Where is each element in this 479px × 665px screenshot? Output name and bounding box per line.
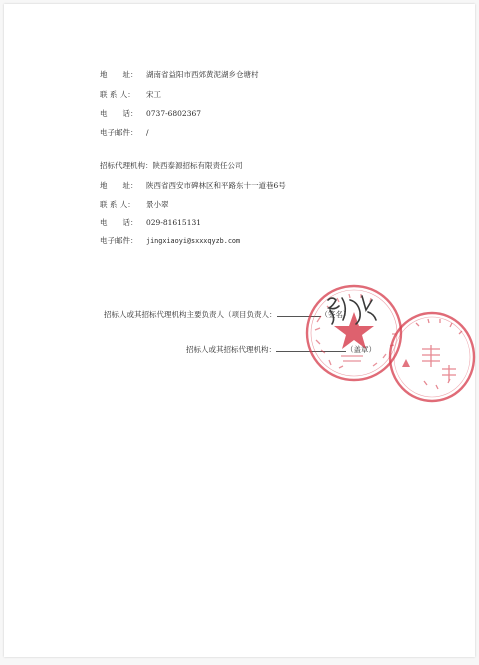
agency-email-row [100, 236, 240, 246]
seal-mark-icon [402, 359, 410, 367]
agency-contact: 景小翠 [146, 200, 169, 209]
seal-inner-ring [394, 317, 470, 397]
seal-ring [390, 313, 474, 401]
agency-phone: 029-81615131 [146, 218, 202, 227]
tenderer-contact-row [100, 90, 161, 100]
tenderer-phone-row [100, 109, 201, 119]
agency-name: 陕西泰源招标有限责任公司 [152, 161, 243, 170]
seal-lettering-icon [416, 319, 462, 389]
agency-address-label: 地 址： [100, 181, 138, 190]
tenderer-email-label: 电子邮件： [100, 128, 138, 137]
document-page [4, 4, 475, 657]
tenderer-email-row [100, 128, 149, 138]
signature-stroke-icon [328, 296, 376, 324]
agency-address-row [100, 181, 286, 191]
tenderer-address-label: 地 址： [100, 70, 138, 79]
agency-name-row [100, 161, 243, 171]
tenderer-phone: 0737-6802367 [146, 109, 202, 118]
signature-line2-text: 招标人或其招标代理机构： [186, 345, 276, 354]
signature-line1-text: 招标人或其招标代理机构主要负责人（项目负责人： [104, 310, 277, 319]
tenderer-phone-label: 电 话： [100, 109, 138, 118]
agency-phone-label: 电 话： [100, 218, 138, 227]
signature-line1-suffix: （签名） [320, 310, 351, 319]
agency-email-label: 电子邮件： [100, 236, 138, 245]
tenderer-address-row [100, 70, 259, 80]
tenderer-contact: 宋工 [146, 90, 161, 99]
tenderer-email: / [146, 128, 149, 137]
agency-email: jingxiaoyi@sxxxqyzb.com [146, 237, 241, 245]
agency-name-label: 招标代理机构： [100, 161, 153, 170]
agency-phone-row [100, 218, 201, 228]
tenderer-address: 湖南省益阳市西郊黄泥湖乡仓塘村 [146, 70, 259, 79]
handwritten-signature [322, 292, 380, 328]
tenderer-contact-label: 联 系 人： [100, 90, 135, 99]
agency-contact-label: 联 系 人： [100, 200, 135, 209]
agency-contact-row [100, 200, 169, 210]
signature-line2-suffix: （盖章） [346, 345, 376, 354]
agency-address: 陕西省西安市碑林区和平路东十一道巷6号 [146, 181, 286, 190]
agency-seal-stamp [386, 309, 478, 405]
